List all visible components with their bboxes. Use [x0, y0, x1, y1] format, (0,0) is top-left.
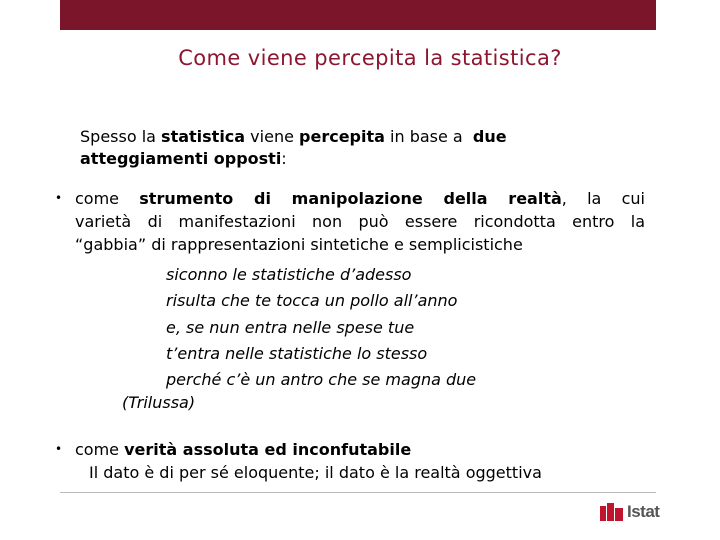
intro-line-1: [80, 126, 620, 148]
bullet-marker: •: [55, 442, 63, 456]
poem-quote: [166, 262, 476, 393]
poem-line: risulta che te tocca un pollo all’anno: [166, 291, 458, 311]
poem-line: e, se nun entra nelle spese tue: [166, 317, 415, 337]
intro-line-2: [80, 148, 620, 170]
intro-text: viene: [245, 127, 300, 146]
bullet-2-line-2: Il dato è di per sé eloquente; il dato è la realtà oggettiva: [89, 463, 542, 482]
bullet-text: , la cui: [561, 189, 645, 208]
intro-bold-percepita: percepita: [299, 127, 385, 146]
intro-text: Spesso la: [80, 127, 162, 146]
bullet-text: come: [75, 440, 125, 459]
poem-line: perché c’è un antro che se magna due: [166, 370, 477, 390]
slide-title: Come viene percepita la statistica?: [178, 46, 562, 70]
poem-author: (Trilussa): [122, 393, 196, 412]
bullet-verita: [55, 438, 655, 484]
intro-paragraph: [80, 126, 620, 170]
intro-bold-due: due: [472, 127, 507, 146]
poem-line: siconno le statistiche d’adesso: [166, 265, 412, 284]
intro-bold-atteggiamenti: atteggiamenti opposti: [80, 149, 282, 168]
bullet-bold: strumento di manipolazione della realtà: [139, 189, 562, 208]
bullet-manipolazione: [55, 187, 645, 256]
istat-logo-icon: [600, 503, 624, 521]
poem-line: t’entra nelle statistiche lo stesso: [166, 343, 428, 363]
bullet-bold: verità assoluta ed inconfutabile: [124, 440, 412, 459]
intro-text: :: [281, 149, 287, 168]
bullet-1-line-1: [55, 187, 645, 210]
bullet-marker: •: [55, 191, 63, 205]
logo-text: Istat: [627, 502, 660, 521]
header-bar: [60, 0, 656, 30]
bullet-1-line-2: varietà di manifestazioni non può essere ricondotta entro la: [75, 212, 645, 231]
bullet-text: come: [75, 189, 140, 208]
bullet-1-line-3: “gabbia” di rappresentazioni sintetiche e semplicistiche: [75, 235, 523, 254]
istat-logo: [600, 501, 659, 523]
footer-divider: [60, 492, 656, 493]
intro-bold-statistica: statistica: [161, 127, 246, 146]
bullet-2-line-1: [55, 438, 655, 461]
intro-text: in base a: [384, 127, 473, 146]
